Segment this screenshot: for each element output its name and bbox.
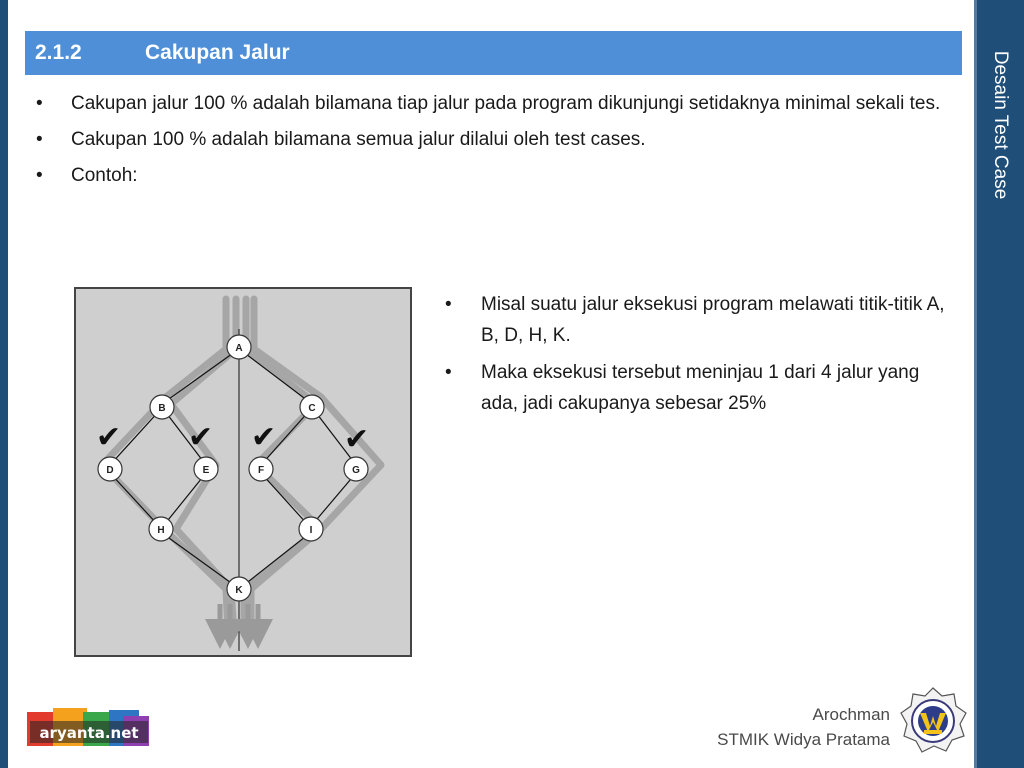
- main-bullet-1: [36, 90, 956, 117]
- node-label-h: H: [157, 525, 165, 536]
- main-bullet-text: Contoh:: [71, 165, 138, 186]
- node-label-b: B: [158, 403, 166, 414]
- main-bullet-text: Cakupan jalur 100 % adalah bilamana tiap jalur pada program dikunjungi setidaknya minimal sekali tes.: [71, 93, 941, 114]
- node-label-i: I: [309, 525, 313, 536]
- side-bullet-2: [445, 357, 955, 419]
- title-bar: [25, 31, 962, 75]
- check-icon: ✔: [188, 420, 214, 455]
- seal-emblem-icon: [898, 686, 968, 756]
- check-icon: ✔: [251, 420, 277, 455]
- section-title: Cakupan Jalur: [145, 41, 290, 64]
- node-label-f: F: [257, 465, 265, 476]
- check-icon: ✔: [344, 422, 370, 457]
- left-accent-bar: [0, 0, 8, 768]
- node-labels: [106, 343, 360, 596]
- main-bullet-3: [36, 162, 956, 189]
- institution-name: STMIK Widya Pratama: [717, 730, 890, 749]
- edge-h-k: [162, 533, 234, 585]
- bullet-icon: •: [36, 129, 43, 150]
- side-title: Desain Test Case: [990, 50, 1011, 200]
- logo-text: aryanta.net: [39, 724, 139, 742]
- flow-graph: [76, 289, 410, 655]
- side-bullet-list: [445, 289, 955, 425]
- credit-block: [717, 702, 890, 752]
- edge-a-b: [162, 351, 236, 404]
- bullet-icon: •: [36, 165, 43, 186]
- path-coverage-diagram: [74, 287, 412, 657]
- node-label-k: K: [235, 585, 243, 596]
- side-band-edge: [974, 0, 977, 768]
- node-label-a: A: [235, 343, 243, 354]
- side-bullet-1: [445, 289, 955, 351]
- bullet-icon: •: [36, 93, 43, 114]
- node-label-d: D: [106, 465, 114, 476]
- main-bullet-list: [36, 90, 956, 198]
- side-bullet-text: Misal suatu jalur eksekusi program melawati titik-titik A, B, D, H, K.: [481, 294, 945, 346]
- check-icon: ✔: [96, 420, 122, 455]
- graph-nodes: [98, 335, 368, 601]
- bullet-icon: •: [445, 294, 452, 315]
- edge-i-k: [244, 533, 310, 585]
- edge-a-c: [242, 351, 312, 404]
- node-label-g: G: [352, 465, 360, 476]
- side-bullet-text: Maka eksekusi tersebut meninjau 1 dari 4 jalur yang ada, jadi cakupanya sebesar 25%: [481, 362, 920, 414]
- edge-d-h: [110, 473, 158, 525]
- node-label-c: C: [308, 403, 316, 414]
- node-label-e: E: [202, 465, 210, 476]
- edge-f-i: [261, 473, 308, 525]
- institution-seal: [898, 686, 968, 756]
- main-bullet-2: [36, 126, 956, 153]
- bullet-icon: •: [445, 362, 452, 383]
- logo-graphic: [27, 706, 151, 752]
- aryanta-logo: [27, 706, 151, 752]
- author-name: Arochman: [812, 705, 890, 724]
- section-number: 2.1.2: [35, 41, 82, 64]
- main-bullet-text: Cakupan 100 % adalah bilamana semua jalur dilalui oleh test cases.: [71, 129, 646, 150]
